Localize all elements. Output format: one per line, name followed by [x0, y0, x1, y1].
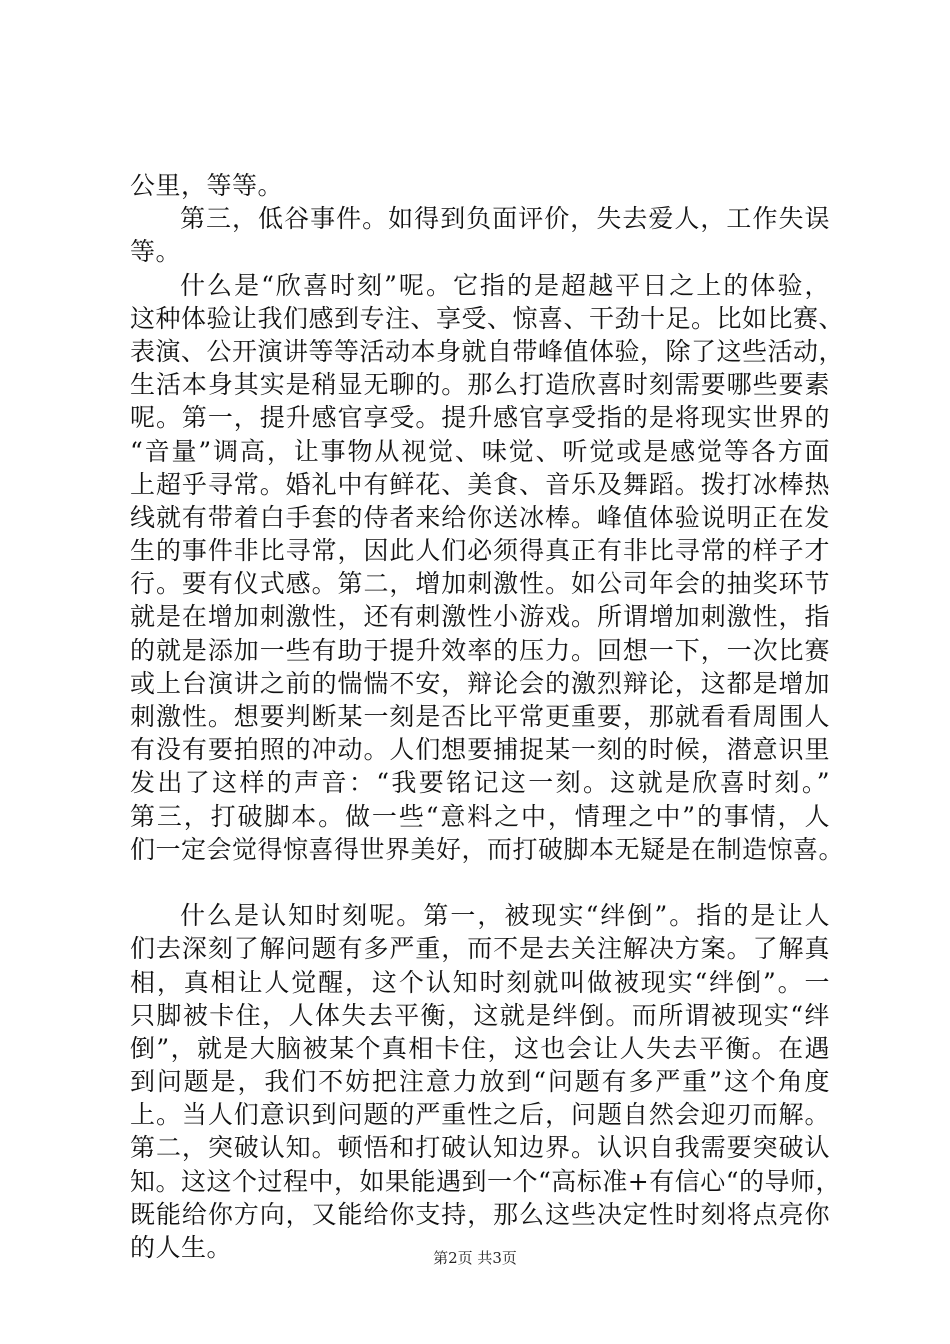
text-line: 第二，突破认知。顿悟和打破认知边界。认识自我需要突破认 — [130, 1133, 830, 1163]
text-line: 什么是认知时刻呢。第一，被现实“绊倒”。指的是让人 — [180, 901, 830, 931]
text-line: 上超乎寻常。婚礼中有鲜花、美食、音乐及舞蹈。拨打冰棒热 — [130, 469, 830, 499]
text-line: 生的事件非比寻常，因此人们必须得真正有非比寻常的样子才 — [130, 536, 830, 566]
text-line: 相，真相让人觉醒，这个认知时刻就叫做被现实“绊倒”。一 — [130, 967, 830, 997]
text-line: 只脚被卡住，人体失去平衡，这就是绊倒。而所谓被现实“绊 — [130, 1000, 830, 1030]
text-line: 刺激性。想要判断某一刻是否比平常更重要，那就看看周围人 — [130, 702, 830, 731]
paragraph-gap — [130, 866, 830, 899]
text-line: 生活本身其实是稍显无聊的。那么打造欣喜时刻需要哪些要素 — [130, 370, 830, 400]
text-line: 呢。第一，提升感官享受。提升感官享受指的是将现实世界的 — [130, 403, 830, 433]
text-line: 的就是添加一些有助于提升效率的压力。回想一下，一次比赛 — [130, 635, 830, 665]
text-line: 线就有带着白手套的侍者来给你送冰棒。峰值体验说明正在发 — [130, 502, 830, 532]
text-line: 的人生。 — [130, 1233, 233, 1262]
text-line: 什么是“欣喜时刻”呢。它指的是超越平日之上的体验， — [180, 270, 830, 300]
text-line: 这种体验让我们感到专注、享受、惊喜、干劲十足。比如比赛、 — [130, 303, 845, 333]
text-line: 既能给你方向，又能给你支持，那么这些决定性时刻将点亮你 — [130, 1199, 830, 1229]
text-line: 知。这这个过程中，如果能遇到一个“高标准+有信心“的导师， — [130, 1166, 842, 1196]
text-line: 有没有要拍照的冲动。人们想要捕捉某一刻的时候，潜意识里 — [130, 735, 830, 765]
text-line: 表演、公开演讲等等活动本身就自带峰值体验，除了这些活动， — [130, 336, 845, 366]
text-line: 第三，打破脚本。做一些“意料之中，情理之中”的事情，人 — [130, 801, 830, 831]
text-line: 们去深刻了解问题有多严重，而不是去关注解决方案。了解真 — [130, 934, 830, 964]
page-footer: 第2页 共3页 — [433, 1249, 517, 1267]
text-line: 上。当人们意识到问题的严重性之后，问题自然会迎刃而解。 — [130, 1100, 830, 1130]
body-text — [130, 169, 845, 1264]
text-line: “音量”调高，让事物从视觉、味觉、听觉或是感觉等各方面 — [130, 436, 830, 466]
text-line: 到问题是，我们不妨把注意力放到“问题有多严重”这个角度 — [130, 1067, 830, 1097]
text-line: 行。要有仪式感。第二，增加刺激性。如公司年会的抽奖环节 — [130, 569, 830, 599]
text-line: 第三，低谷事件。如得到负面评价，失去爱人，工作失误 — [180, 204, 830, 234]
text-line: 们一定会觉得惊喜得世界美好，而打破脚本无疑是在制造惊喜。 — [130, 834, 845, 864]
text-line: 公里，等等。 — [130, 171, 284, 200]
text-line: 等。 — [130, 237, 182, 267]
text-line: 倒”，就是大脑被某个真相卡住，这也会让人失去平衡。在遇 — [130, 1033, 830, 1063]
text-line: 就是在增加刺激性，还有刺激性小游戏。所谓增加刺激性，指 — [130, 602, 830, 632]
text-line: 发出了这样的声音：“我要铭记这一刻。这就是欣喜时刻。” — [130, 768, 830, 798]
text-line: 或上台演讲之前的惴惴不安，辩论会的激烈辩论，这都是增加 — [130, 668, 830, 698]
